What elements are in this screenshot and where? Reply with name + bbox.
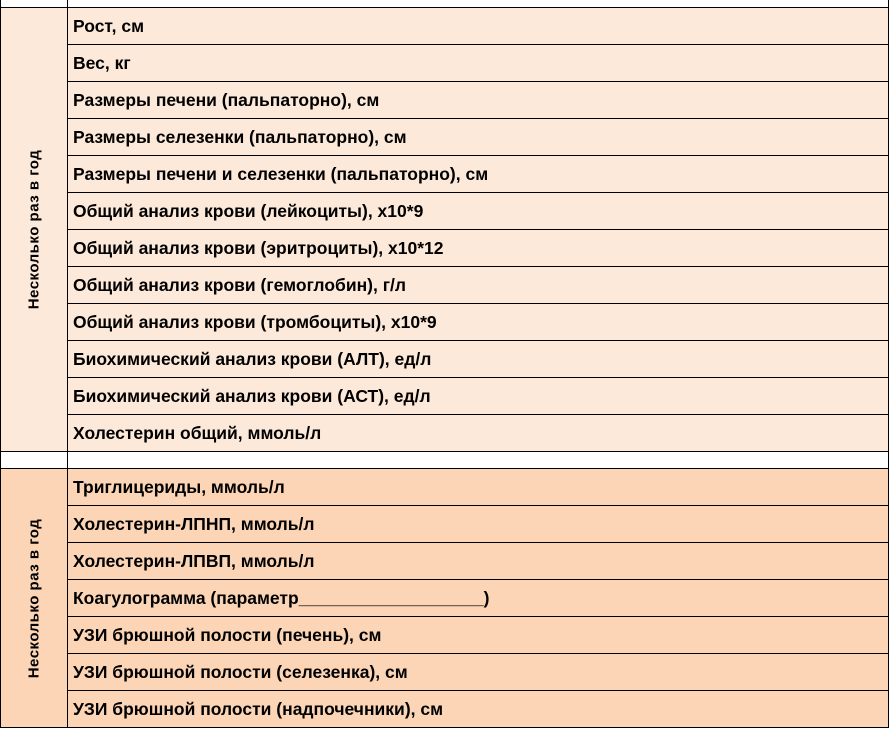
table-row: Биохимический анализ крови (АЛТ), ед/л: [68, 341, 888, 378]
table-top-spacer: [0, 0, 889, 7]
table-row: Коагулограмма (параметр___________________): [68, 580, 888, 617]
side-label-bottom: Несколько раз в год: [25, 518, 43, 678]
table-row: Общий анализ крови (лейкоциты), х10*9: [68, 193, 888, 230]
table-group-top: [0, 7, 889, 452]
side-label-cell: [0, 7, 68, 452]
rows-top: [68, 7, 889, 452]
table-row: Холестерин общий, ммоль/л: [73, 422, 322, 443]
table-row: Общий анализ крови (эритроциты), х10*12: [68, 230, 888, 267]
table-row: Размеры селезенки (пальпаторно), см: [68, 119, 888, 156]
table-row: Размеры печени (пальпаторно), см: [68, 82, 888, 119]
table-group-bottom: [0, 468, 889, 728]
side-label-top: Несколько раз в год: [25, 149, 43, 310]
rows-bottom: [68, 468, 889, 728]
table-row: УЗИ брюшной полости (селезенка), см: [68, 654, 888, 691]
table-row: Общий анализ крови (гемоглобин), г/л: [68, 267, 888, 304]
table-row: Триглицериды, ммоль/л: [68, 469, 888, 506]
table-row: УЗИ брюшной полости (печень), см: [68, 617, 888, 654]
table-row: Биохимический анализ крови (АСТ), ед/л: [68, 378, 888, 415]
side-label-cell: [0, 468, 68, 728]
table-row: Размеры печени и селезенки (пальпаторно), см: [68, 156, 888, 193]
table-row: Холестерин-ЛПВП, ммоль/л: [68, 543, 888, 580]
table-row: Вес, кг: [68, 45, 888, 82]
table-row: УЗИ брюшной полости (надпочечники), см: [73, 698, 444, 719]
table-row: Рост, см: [68, 8, 888, 45]
table-gap-row: [0, 452, 889, 468]
table-row: Общий анализ крови (тромбоциты), х10*9: [68, 304, 888, 341]
table-row: Холестерин-ЛПНП, ммоль/л: [68, 506, 888, 543]
